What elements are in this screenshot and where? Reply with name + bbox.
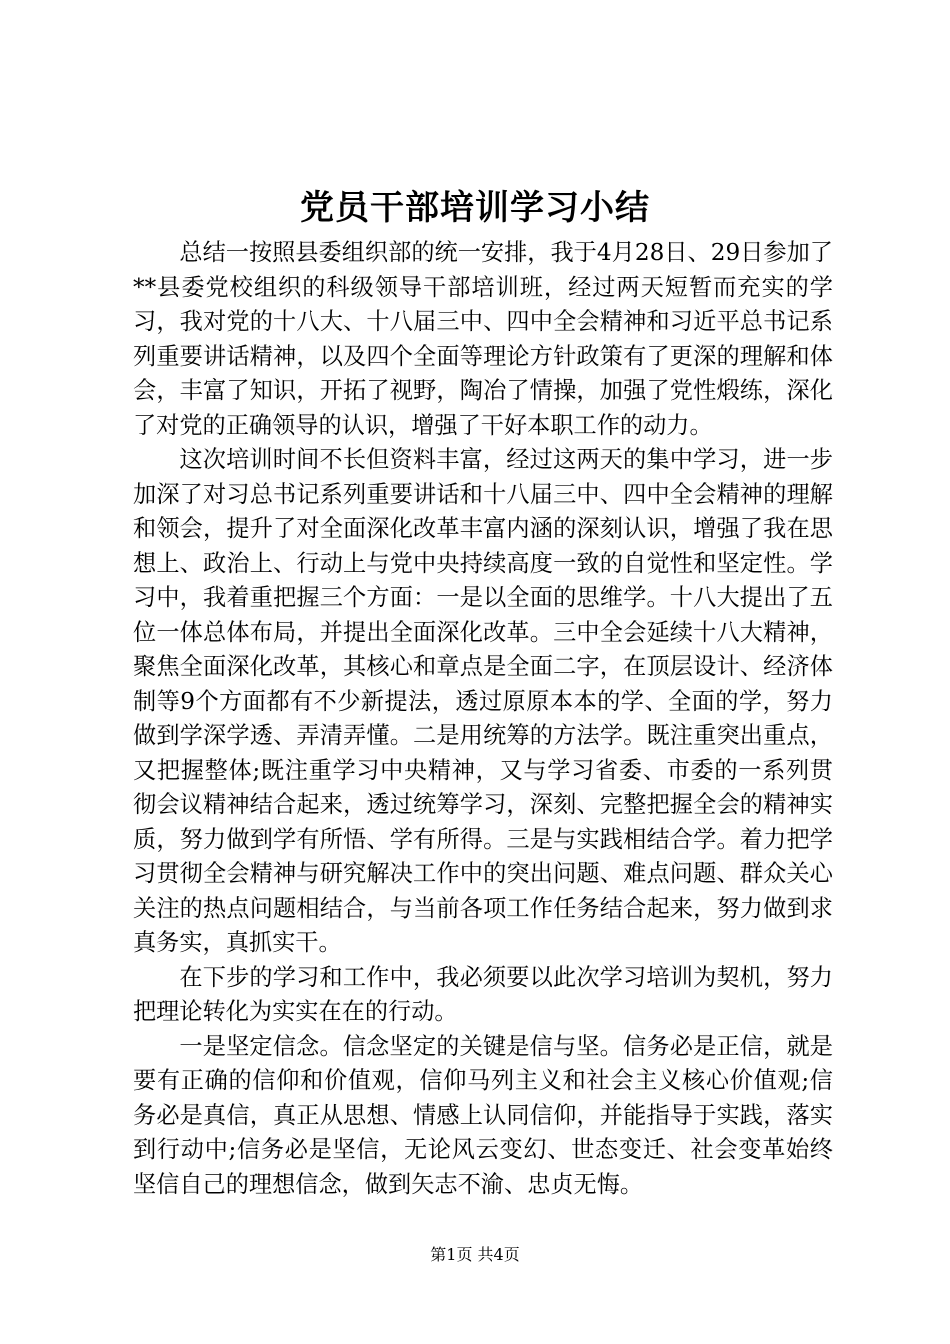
document-body: [133, 236, 833, 1202]
paragraph-3: 在下步的学习和工作中，我必须要以此次学习培训为契机，努力把理论转化为实实在在的行动。: [133, 963, 833, 1025]
document-title: 党员干部培训学习小结: [300, 188, 650, 228]
paragraph-2: 这次培训时间不长但资料丰富，经过这两天的集中学习，进一步加深了对习总书记系列重要讲话和十八届三中、四中全会精神的理解和领会，提升了对全面深化改革丰富内涵的深刻认识，增强了我在思想上、政治上、行动上与党中央持续高度一致的自觉性和坚定性。学习中，我着重把握三个方面：一是以全面的思维学。十八大提出了五位一体总体布局，并提出全面深化改革。三中全会延续十八大精神，聚焦全面深化改革，其核心和章点是全面二字，在顶层设计、经济体制等9个方面都有不少新提法，透过原原本本的学、全面的学，努力做到学深学透、弄清弄懂。二是用统筹的方法学。既注重突出重点，又把握整体;既注重学习中央精神，又与学习省委、市委的一系列贯彻会议精神结合起来，透过统筹学习，深刻、完整把握全会的精神实质，努力做到学有所悟、学有所得。三是与实践相结合学。着力把学习贯彻全会精神与研究解决工作中的突出问题、难点问题、群众关心关注的热点问题相结合，与当前各项工作任务结合起来，努力做到求真务实，真抓实干。: [133, 446, 833, 956]
page-number-footer: 第1页 共4页: [430, 1245, 520, 1264]
paragraph-4: 一是坚定信念。信念坚定的关键是信与坚。信务必是正信，就是要有正确的信仰和价值观，信仰马列主义和社会主义核心价值观;信务必是真信，真正从思想、情感上认同信仰，并能指导于实践，落实到行动中;信务必是坚信，无论风云变幻、世态变迁、社会变革始终坚信自己的理想信念，做到矢志不渝、忠贞无悔。: [133, 1032, 833, 1198]
paragraph-1: 总结一按照县委组织部的统一安排，我于4月28日、29日参加了**县委党校组织的科级领导干部培训班，经过两天短暂而充实的学习，我对党的十八大、十八届三中、四中全会精神和习近平总书记系列重要讲话精神，以及四个全面等理论方针政策有了更深的理解和体会，丰富了知识，开拓了视野，陶冶了情操，加强了党性煅练，深化了对党的正确领导的认识，增强了干好本职工作的动力。: [133, 239, 833, 439]
